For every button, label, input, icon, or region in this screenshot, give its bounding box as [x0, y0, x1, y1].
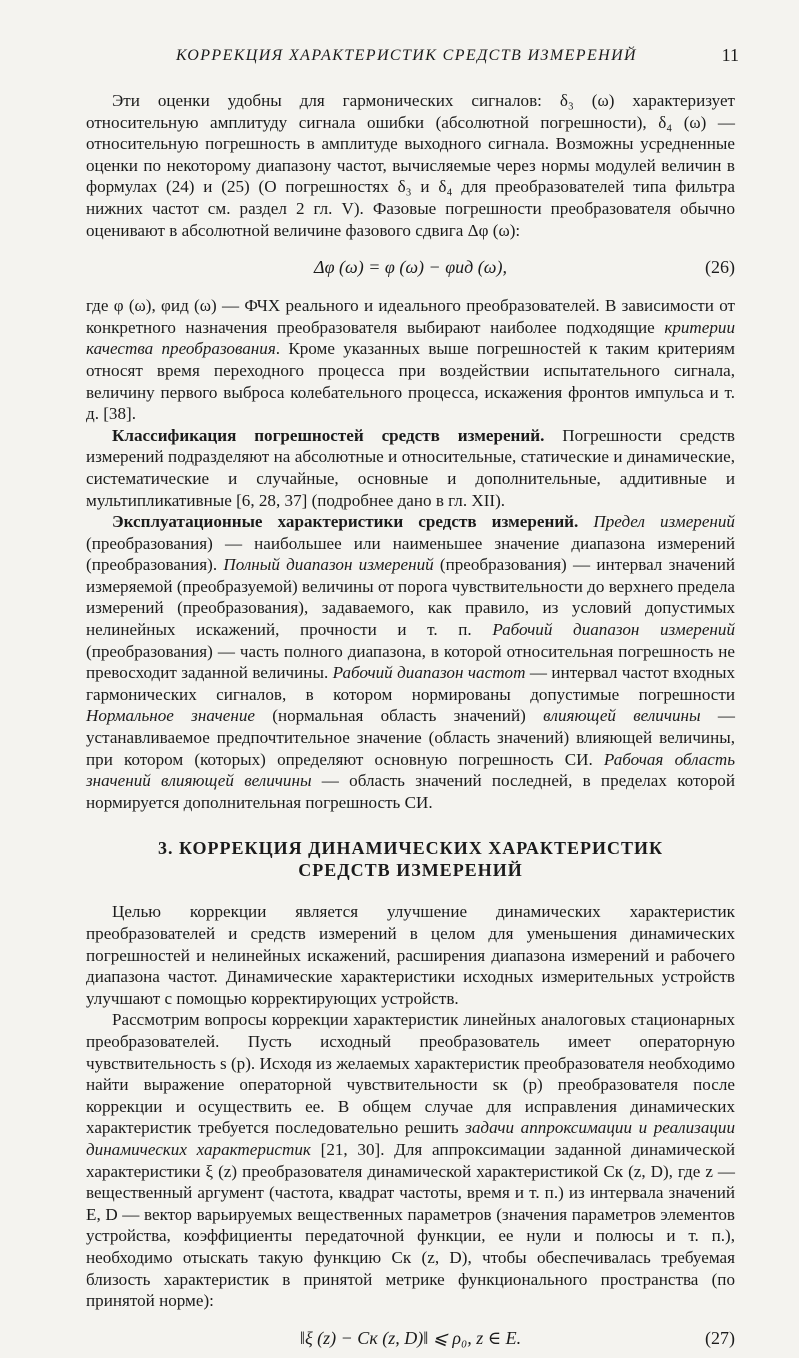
formula-26	[86, 249, 735, 287]
paragraph-text: (нормальная область значений)	[255, 706, 544, 726]
paragraph-text: (преобразования) — наибольшее или наименьшее значение диапазона измерений (преобразования).	[86, 533, 735, 575]
formula-27	[86, 1320, 735, 1358]
formula-26-number: (26)	[705, 257, 735, 278]
italic-term: влияющей величины	[543, 706, 701, 726]
paragraph-text: (преобразования) — интервал значений измеряемой (преобразуемой) величины от порога чувствительности до верхнего предела измерений (преобразования), задаваемого, как правило, из условий допустимых нелинейных искажений, прочности и т. п.	[86, 555, 736, 640]
italic-term: Полный диапазон измерений	[223, 555, 434, 575]
paragraph-text: — устанавливаемое предпочтительное значение (область значений) влияющей величины, при котором (которых) определяют основную погрешность СИ.	[86, 706, 735, 769]
italic-term: критерии качества преобразования	[86, 317, 735, 359]
formula-26-expression: Δφ (ω) = φ (ω) − φид (ω),	[314, 257, 507, 278]
paragraph-text: [21, 30]. Для аппроксимации заданной динамической характеристики ξ (z) преобразователя динамической характеристикой Cк (z, D), где z — вещественный аргумент (частота, квадрат частоты, время и т. п.) из интервала значений E, D — вектор варьируемых вещественных параметров (значения параметров элементов устройства, коэффициенты передаточной функции, ее нули и полюсы и т. п.), необходимо отыскать такую функцию Cк (z, D), чтобы обеспечивалась требуемая близость характеристик в принятой метрике функционального пространства (по принятой норме):	[86, 1139, 735, 1311]
paragraph-text: (преобразования) — часть полного диапазона, в которой относительная погрешность не превосходит заданной величины.	[86, 641, 735, 683]
page-body	[86, 90, 735, 1358]
section-heading	[86, 837, 735, 881]
paragraph-text: — интервал частот входных гармонических сигналов, в котором нормированы допустимые погрешности	[86, 663, 736, 704]
paragraph-correction-goal: Целью коррекции является улучшение динамических характеристик преобразователей и средств измерений в целом для уменьшения динамических погрешностей и нелинейных искажений, расширения диапазона измерений и рабочего диапазона частот. Динамические характеристики исходных измерительных устройств улучшают с помощью корректирующих устройств.	[86, 902, 735, 1008]
section-heading-line-2: СРЕДСТВ ИЗМЕРЕНИЙ	[298, 860, 523, 881]
page-number: 11	[721, 45, 739, 65]
bold-lead: Эксплуатационные характеристики средств измерений.	[112, 512, 579, 532]
paragraph-linear-converters	[86, 1009, 735, 1311]
formula-27-number: (27)	[705, 1327, 735, 1348]
italic-term: задачи аппроксимации и реализации динамических характеристик	[86, 1118, 736, 1159]
italic-term: Рабочий диапазон частот	[332, 663, 526, 683]
paragraph-text: где φ (ω), φид (ω) — ФЧХ реального и идеального преобразователей. В зависимости от конкретного назначения преобразователя выбирают наиболее подходящие	[86, 296, 735, 337]
italic-term: Рабочий диапазон измерений	[492, 620, 735, 640]
paragraph-text: . Кроме указанных выше погрешностей к таким критериям относят время переходного процесса при воздействии испытательного сигнала, величину первого выброса колебательного процесса, искажения фронтов импульса и т. д. [38].	[86, 339, 735, 424]
paragraph-phase-characteristics	[86, 295, 735, 425]
paragraph-error-classification	[86, 425, 735, 511]
italic-term: Предел измерений	[593, 512, 735, 532]
section-heading-line-1: 3. КОРРЕКЦИЯ ДИНАМИЧЕСКИХ ХАРАКТЕРИСТИК	[157, 838, 664, 859]
paragraph-harmonic-estimates: Эти оценки удобны для гармонических сигналов: δ₃ (ω) характеризует относительную амплитуду сигнала ошибки (абсолютной погрешности), δ₄ (ω) — относительную погрешность в амплитуде выходного сигнала. Возможны усредненные оценки по некоторому диапазону частот, вычисляемые через нормы модулей величин в формулах (24) и (25) (О погрешностях δ₃ и δ₄ для преобразователей типа фильтра нижних частот см. раздел 2 гл. V). Фазовые погрешности преобразователя обычно оценивают в абсолютной величине фазового сдвига Δφ (ω):	[86, 91, 735, 240]
paragraph-text: — область значений последней, в пределах которой нормируется дополнительная погрешность СИ.	[86, 771, 735, 812]
formula-27-expression: ‖ξ (z) − Cк (z, D)‖ ⩽ ρ₀, z ∈ E.	[299, 1327, 522, 1348]
paragraph-text: Погрешности средств измерений подразделяют на абсолютные и относительные, статические и динамические, систематические и случайные, основные и дополнительные, аддитивные и мультипликативные [6, 28, 37] (подробнее дано в гл. XII).	[86, 425, 735, 510]
paragraph-operational-characteristics	[86, 511, 735, 813]
italic-term: Нормальное значение	[86, 706, 255, 726]
running-header: КОРРЕКЦИЯ ХАРАКТЕРИСТИК СРЕДСТВ ИЗМЕРЕНИЙ	[176, 47, 637, 64]
italic-term: Рабочая область значений влияющей величины	[86, 749, 735, 791]
bold-lead: Классификация погрешностей средств измерений.	[112, 425, 545, 445]
paragraph-text: Рассмотрим вопросы коррекции характеристик линейных аналоговых стационарных преобразователей. Пусть исходный преобразователь имеет операторную чувствительность s (p). Исходя из желаемых характеристик преобразователя необходимо найти выражение операторной чувствительности sк (p) преобразователя после коррекции и осуществить ее. В общем случае для исправления динамических характеристик требуется последовательно решить	[86, 1010, 735, 1138]
